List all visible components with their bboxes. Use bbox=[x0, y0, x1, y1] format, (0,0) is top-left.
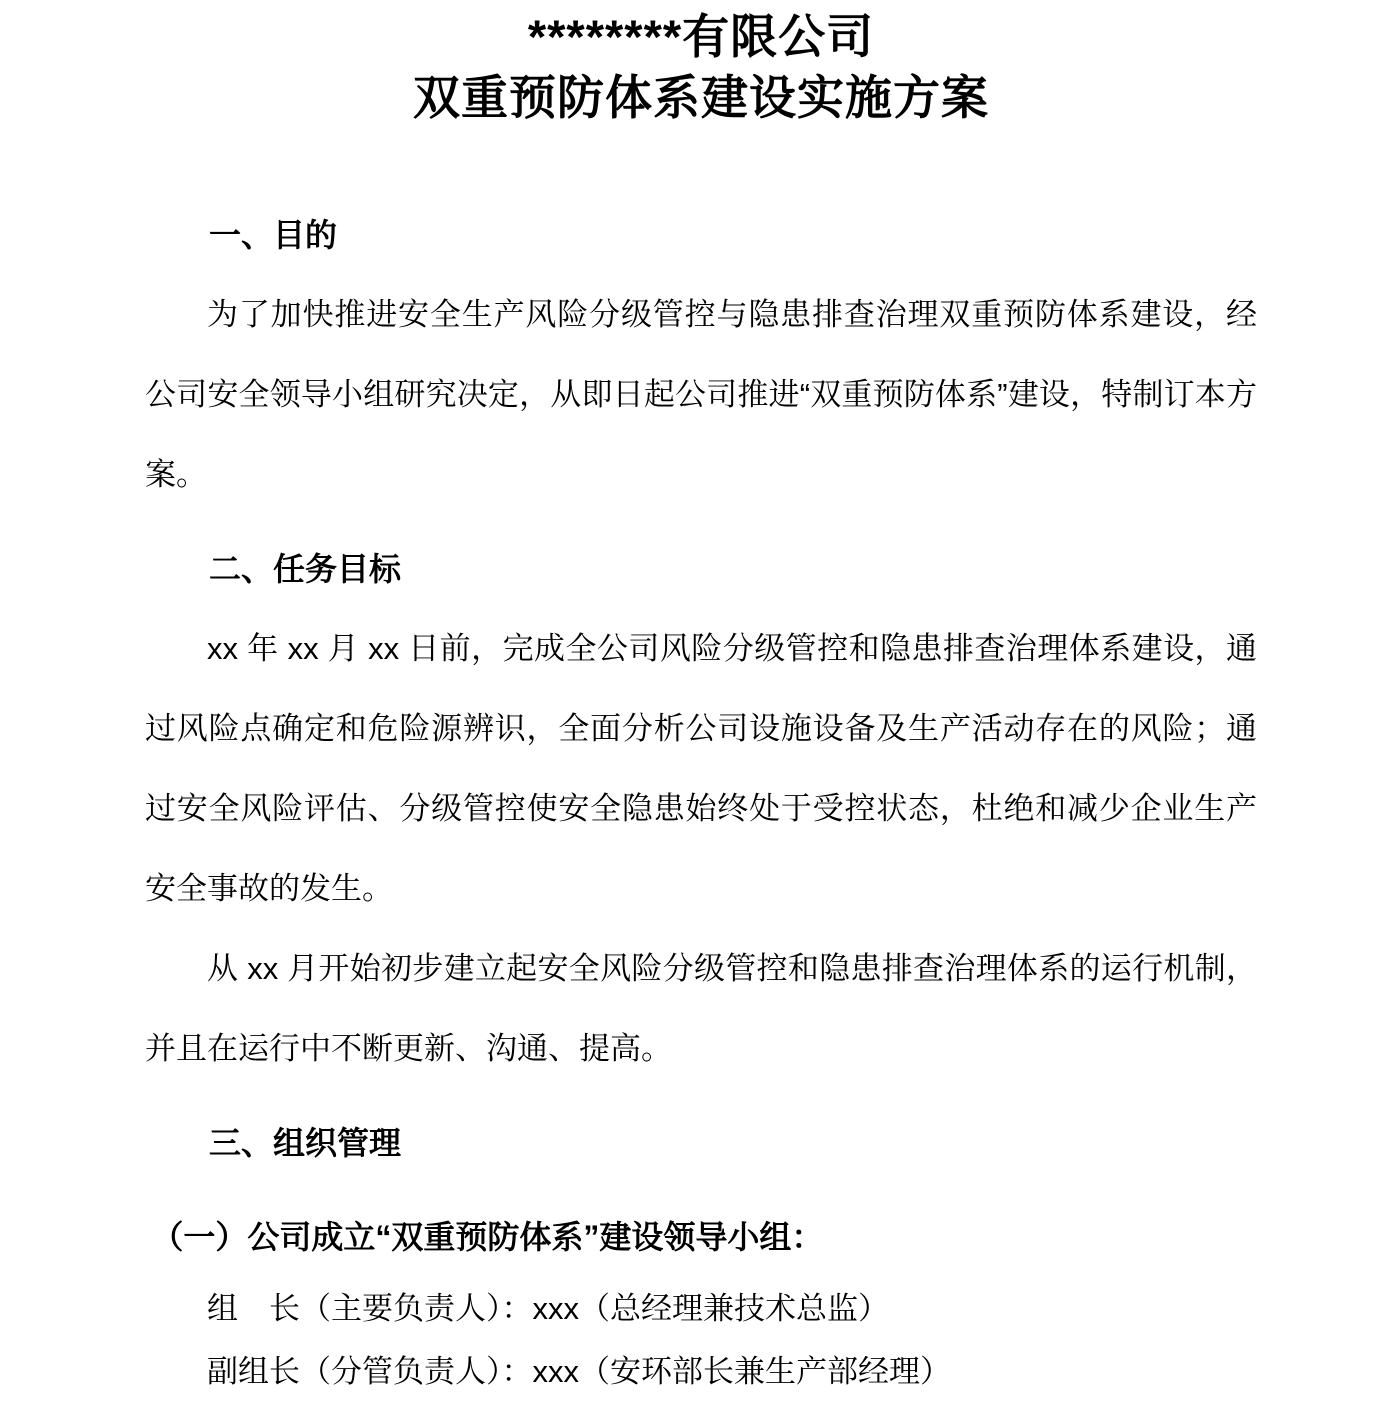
section-heading-goals: 二、任务目标 bbox=[209, 551, 402, 587]
deputy-group-leader-line: 副组长（分管负责人）：xxx（安环部长兼生产部经理） bbox=[207, 1354, 951, 1389]
title-subject-line: 双重预防体系建设实施方案 bbox=[413, 71, 989, 124]
section-heading-purpose: 一、目的 bbox=[209, 217, 338, 253]
paragraph-purpose: 为了加快推进安全生产风险分级管控与隐患排查治理双重预防体系建设，经公司安全领导小组研究决定，从即日起公司推进“双重预防体系”建设，特制订本方案。 bbox=[145, 297, 1257, 492]
heading-leading-group: （一）公司成立“双重预防体系”建设领导小组： bbox=[151, 1219, 824, 1255]
paragraph-goals-1: xx 年 xx 月 xx 日前，完成全公司风险分级管控和隐患排查治理体系建设，通过风险点确定和危险源辨识，全面分析公司设施设备及生产活动存在的风险；通过安全风险评估、分级管控使安全隐患始终处于受控状态，杜绝和减少企业生产安全事故的发生。 bbox=[145, 631, 1257, 906]
section-heading-organization: 三、组织管理 bbox=[209, 1125, 402, 1161]
group-leader-line: 组 长（主要负责人）：xxx（总经理兼技术总监） bbox=[207, 1291, 889, 1326]
paragraph-goals-2: 从 xx 月开始初步建立起安全风险分级管控和隐患排查治理体系的运行机制，并且在运行中不断更新、沟通、提高。 bbox=[145, 951, 1257, 1066]
title-company-line: ********有限公司 bbox=[527, 10, 875, 63]
document-title bbox=[145, 6, 1257, 128]
